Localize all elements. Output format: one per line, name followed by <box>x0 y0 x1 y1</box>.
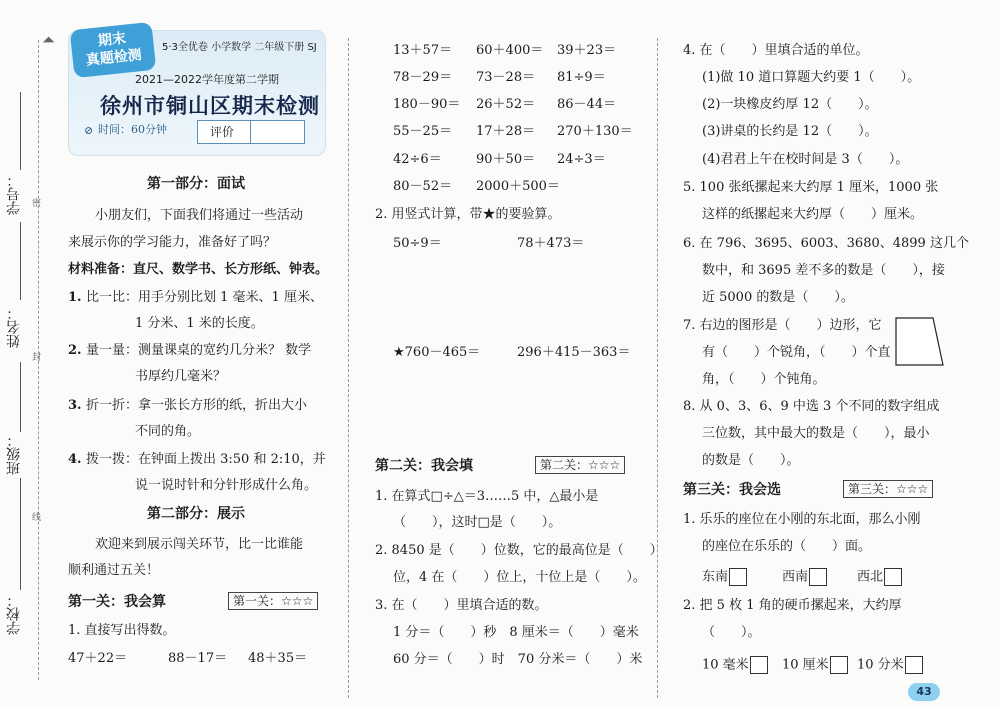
q4-line-1: 拨一拨：在钟面上拨出 3:50 和 2:10，并 <box>86 452 326 467</box>
fill-q7-line-1: 7. 右边的图形是（ ）边形，它 <box>683 318 882 333</box>
q4-number: 4. <box>68 452 82 467</box>
q3-line-2: 不同的角。 <box>135 424 201 439</box>
cut-mark-close: 封 <box>32 353 42 363</box>
level1-stars: 第一关：☆☆☆ <box>228 592 318 610</box>
oral-item: 80－52＝ <box>393 179 453 194</box>
choice-checkbox[interactable] <box>830 656 848 674</box>
stamp-line-2: 真题检测 <box>85 47 143 69</box>
rocket-icon: ⏶ <box>42 30 55 49</box>
oral-item: 17＋28＝ <box>476 124 536 139</box>
fill-q8-line-3: 的数是（ ）。 <box>702 453 800 468</box>
choice-option[interactable] <box>782 656 848 674</box>
part2-title: 第二部分：展示 <box>147 506 245 522</box>
oral-item: 55－25＝ <box>393 124 453 139</box>
evaluation-label: 评价 <box>210 125 235 139</box>
part2-intro-1: 欢迎来到展示闯关环节，比一比谁能 <box>95 537 304 552</box>
choice-option[interactable] <box>782 568 827 586</box>
name-field[interactable] <box>20 222 21 300</box>
oral-item: 39＋23＝ <box>557 43 617 58</box>
vertical-calc-item: 78＋473＝ <box>517 236 585 251</box>
q1-number: 1. <box>68 290 82 305</box>
fill-q3-title: 3. 在（ ）里填合适的数。 <box>375 598 548 613</box>
fill-q4-title: 4. 在（ ）里填合适的单位。 <box>683 43 869 58</box>
stamp-line-1: 期末 <box>97 30 127 50</box>
fill-q4-item: (2)一块橡皮约厚 12（ ）。 <box>702 97 878 112</box>
calc-item: 88－17＝ <box>168 651 228 666</box>
fill-q4-item: (4)君君上午在校时间是 3（ ）。 <box>702 152 909 167</box>
vertical-calc-item: 50÷9＝ <box>393 236 442 251</box>
cut-mark-line: 线 <box>32 513 42 523</box>
oral-item: 13＋57＝ <box>393 43 453 58</box>
oral-item: 73－28＝ <box>476 70 536 85</box>
fill-q6-line-1: 6. 在 796、3695、6003、3680、4899 这几个 <box>683 236 969 251</box>
clock-icon: ⊘ <box>84 124 94 137</box>
q3-line-1: 折一折：拿一张长方形的纸，折出大小 <box>86 398 308 413</box>
choice-option[interactable] <box>702 568 747 586</box>
column-divider-2 <box>657 38 658 698</box>
q3-number: 3. <box>68 398 82 413</box>
choice-option-label: 10 厘米 <box>782 657 829 673</box>
q2-line-1: 量一量：测量课桌的宽约几分米？ 数学 <box>86 343 312 358</box>
work-area[interactable] <box>393 258 643 340</box>
class-field[interactable] <box>20 362 21 432</box>
oral-item: 86－44＝ <box>557 97 617 112</box>
q-direct-calc: 1. 直接写出得数。 <box>68 623 176 638</box>
evaluation-field[interactable] <box>251 121 302 142</box>
work-area[interactable] <box>393 368 643 446</box>
choice-option[interactable] <box>857 568 902 586</box>
materials-line: 材料准备：直尺、数学书、长方形纸、钟表。 <box>68 262 329 277</box>
oral-item: 180－90＝ <box>393 97 461 112</box>
fill-q3-line-1: 1 分＝（ ）秒 8 厘米＝（ ）毫米 <box>393 625 639 640</box>
fill-q6-line-2: 数中，和 3695 差不多的数是（ ），接 <box>702 263 945 278</box>
calc-item: 48＋35＝ <box>248 651 308 666</box>
choice-q2-line-2: （ ）。 <box>702 625 761 640</box>
oral-item: 2000＋500＝ <box>476 179 560 194</box>
choice-option-label: 西南 <box>782 569 809 585</box>
part1-title: 第一部分：面试 <box>147 176 245 192</box>
page-number: 43 <box>908 683 940 701</box>
oral-item: 90＋50＝ <box>476 152 536 167</box>
series-label: 5·3全优卷 小学数学 二年级下册 SJ <box>162 42 317 53</box>
choice-checkbox[interactable] <box>884 568 902 586</box>
intro-line-1: 小朋友们，下面我们将通过一些活动 <box>95 208 304 223</box>
choice-checkbox[interactable] <box>905 656 923 674</box>
student-id-label: 学号： <box>6 173 22 215</box>
oral-item: 42÷6＝ <box>393 152 442 167</box>
oral-item: 78－29＝ <box>393 70 453 85</box>
part2-intro-2: 顺利通过五关！ <box>68 563 160 578</box>
choice-option-label: 10 分米 <box>857 657 904 673</box>
q4-line-2: 说一说时针和分针形成什么角。 <box>135 478 318 493</box>
choice-option-label: 西北 <box>857 569 884 585</box>
class-label: 班级： <box>6 433 22 475</box>
q2-line-2: 书厚约几毫米？ <box>135 369 227 384</box>
calc-item: 47＋22＝ <box>68 651 128 666</box>
fill-q7-line-3: 角，（ ）个钝角。 <box>702 372 826 387</box>
q1-line-1: 比一比：用手分别比划 1 毫米、1 厘米、 <box>86 290 323 305</box>
fill-q5-line-2: 这样的纸摞起来大约厚（ ）厘米。 <box>702 207 924 222</box>
level3-stars: 第三关：☆☆☆ <box>843 480 933 498</box>
school-field[interactable] <box>20 478 21 590</box>
fill-q7-line-2: 有（ ）个锐角，（ ）个直 <box>702 345 891 360</box>
exam-stamp <box>70 22 157 78</box>
oral-item: 270＋130＝ <box>557 124 633 139</box>
fill-q1-line-1: 1. 在算式□÷△＝3……5 中，△最小是 <box>375 489 599 504</box>
choice-q2-line-1: 2. 把 5 枚 1 角的硬币摞起来，大约厚 <box>683 598 902 613</box>
fill-q5-line-1: 5. 100 张纸摞起来大约厚 1 厘米，1000 张 <box>683 180 939 195</box>
choice-q1-line-2: 的座位在乐乐的（ ）面。 <box>702 539 872 554</box>
vertical-calc-item: ★760－465＝ <box>393 345 481 360</box>
level3-title: 第三关：我会选 <box>683 482 781 498</box>
exam-time: 时间：60分钟 <box>98 123 167 136</box>
choice-option-label: 东南 <box>702 569 729 585</box>
level1-title: 第一关：我会算 <box>68 594 166 610</box>
vertical-calc-item: 296＋415－363＝ <box>517 345 631 360</box>
oral-item: 26＋52＝ <box>476 97 536 112</box>
fill-q8-line-1: 8. 从 0、3、6、9 中选 3 个不同的数字组成 <box>683 399 940 414</box>
name-label: 姓名： <box>6 306 22 348</box>
oral-item: 81÷9＝ <box>557 70 606 85</box>
level2-title: 第二关：我会填 <box>375 458 473 474</box>
oral-item: 24÷3＝ <box>557 152 606 167</box>
school-year: 2021—2022学年度第二学期 <box>135 73 279 86</box>
choice-option-label: 10 毫米 <box>702 657 749 673</box>
oral-item: 60＋400＝ <box>476 43 544 58</box>
fill-q4-item: (3)讲桌的长约是 12（ ）。 <box>702 124 878 139</box>
level2-stars: 第二关：☆☆☆ <box>535 456 625 474</box>
choice-checkbox[interactable] <box>729 568 747 586</box>
student-id-field[interactable] <box>20 92 21 170</box>
choice-checkbox[interactable] <box>809 568 827 586</box>
fill-q8-line-2: 三位数，其中最大的数是（ ），最小 <box>702 426 930 441</box>
trapezoid-figure <box>895 317 945 367</box>
choice-checkbox[interactable] <box>750 656 768 674</box>
choice-option[interactable] <box>702 656 768 674</box>
fill-q4-item: (1)做 10 道口算题大约要 1（ ）。 <box>702 70 921 85</box>
column-divider-1 <box>348 38 349 698</box>
choice-q1-line-1: 1. 乐乐的座位在小刚的东北面，那么小刚 <box>683 512 921 527</box>
school-label: 学校： <box>6 593 22 635</box>
vertical-calc-instruction: 2. 用竖式计算，带★的要验算。 <box>375 207 561 222</box>
cut-mark-seal: 密 <box>32 199 42 209</box>
fill-q3-line-2: 60 分＝（ ）时 70 分米＝（ ）米 <box>393 652 643 667</box>
q2-number: 2. <box>68 343 82 358</box>
choice-option[interactable] <box>857 656 923 674</box>
fill-q6-line-3: 近 5000 的数是（ ）。 <box>702 290 854 305</box>
fill-q1-line-2: （ ），这时□是（ ）。 <box>393 515 562 530</box>
intro-line-2: 来展示你的学习能力，准备好了吗？ <box>68 235 277 250</box>
exam-title: 徐州市铜山区期末检测 <box>100 94 320 118</box>
fill-q2-line-1: 2. 8450 是（ ）位数，它的最高位是（ ） <box>375 543 663 558</box>
fill-q2-line-2: 位，4 在（ ）位上，十位上是（ ）。 <box>393 570 646 585</box>
q1-line-2: 1 分米、1 米的长度。 <box>135 316 264 331</box>
